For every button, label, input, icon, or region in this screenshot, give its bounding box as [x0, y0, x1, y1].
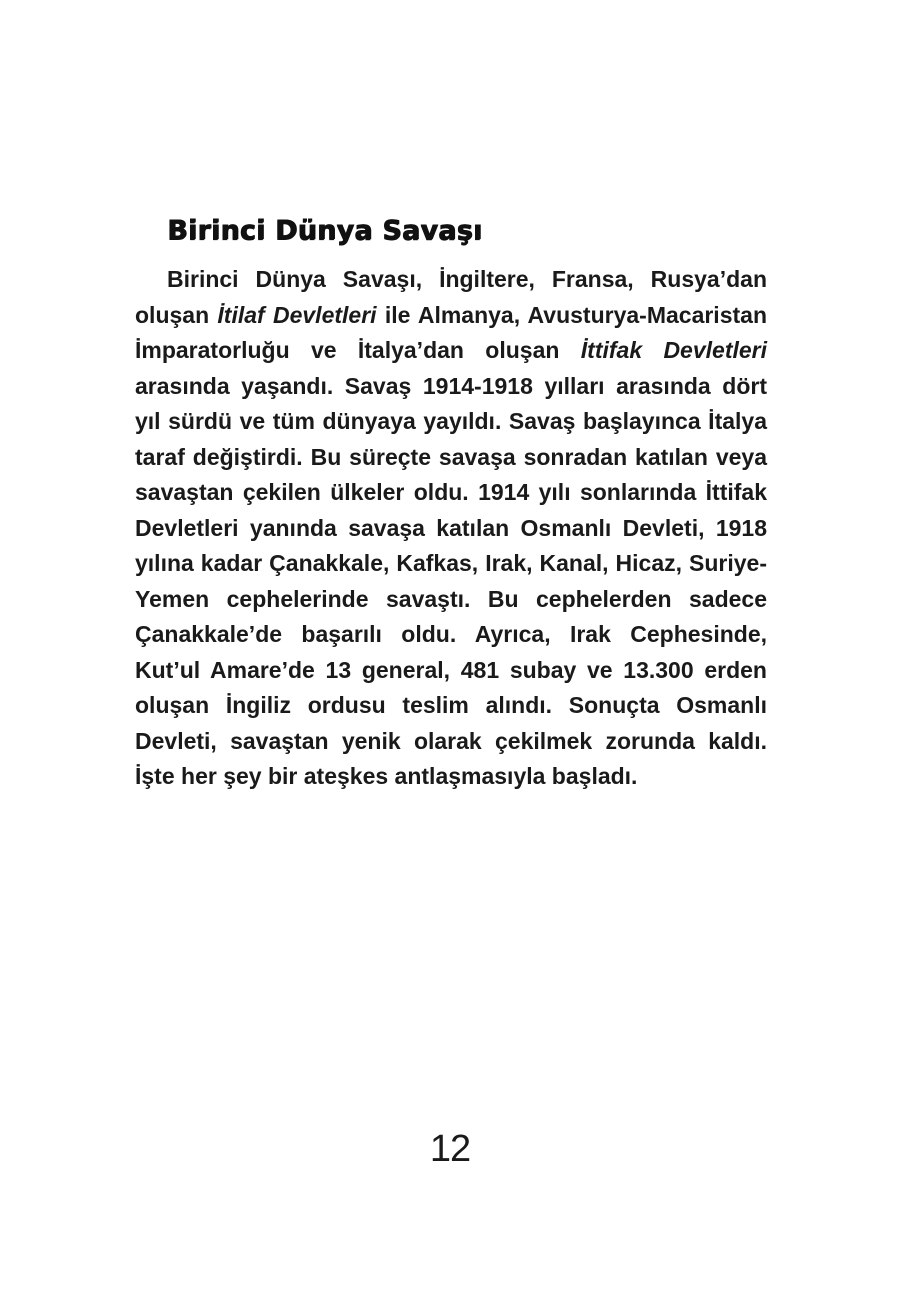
paragraph-text-part-3: arasında yaşandı. Savaş 1914-1918 yılları arasında dört yıl sürdü ve tüm dünyaya yayıldı. Savaş başlayınca İtalya taraf değiştirdi. Bu süreçte savaşa sonradan katılan veya savaştan çekilen ülkeler oldu. 1914 yılı sonlarında İttifak Devletleri yanında savaşa katılan Osmanlı Devleti, 1918 yılına kadar Çanakkale, Kafkas, Irak, Kanal, Hicaz, Suriye-Yemen cephelerinde savaştı. Bu cephelerden sadece Çanakkale’de başarılı oldu. Ayrıca, Irak Cephesinde, Kut’ul Amare’de 13 general, 481 subay ve 13.300 erden oluşan İngiliz ordusu teslim alındı. Sonuçta Osmanlı Devleti, savaştan yenik olarak çekilmek zorunda kaldı. İşte her şey bir ateşkes antlaşmasıyla başladı.	[135, 372, 767, 789]
section-heading: Birinci Dünya Savaşı	[167, 215, 483, 246]
central-powers-term: İttifak Devletleri	[580, 337, 767, 363]
paragraph-text-part-2: ile Almanya, Avusturya-Macaristan İmparatorluğu ve İtalya’dan oluşan	[135, 301, 767, 363]
body-paragraph	[135, 262, 767, 795]
paragraph-text-part-1: Birinci Dünya Savaşı, İngiltere, Fransa, Rusya’dan oluşan	[135, 266, 767, 328]
page-number: 12	[429, 1128, 471, 1170]
entente-powers-term: İtilaf Devletleri	[217, 301, 377, 328]
